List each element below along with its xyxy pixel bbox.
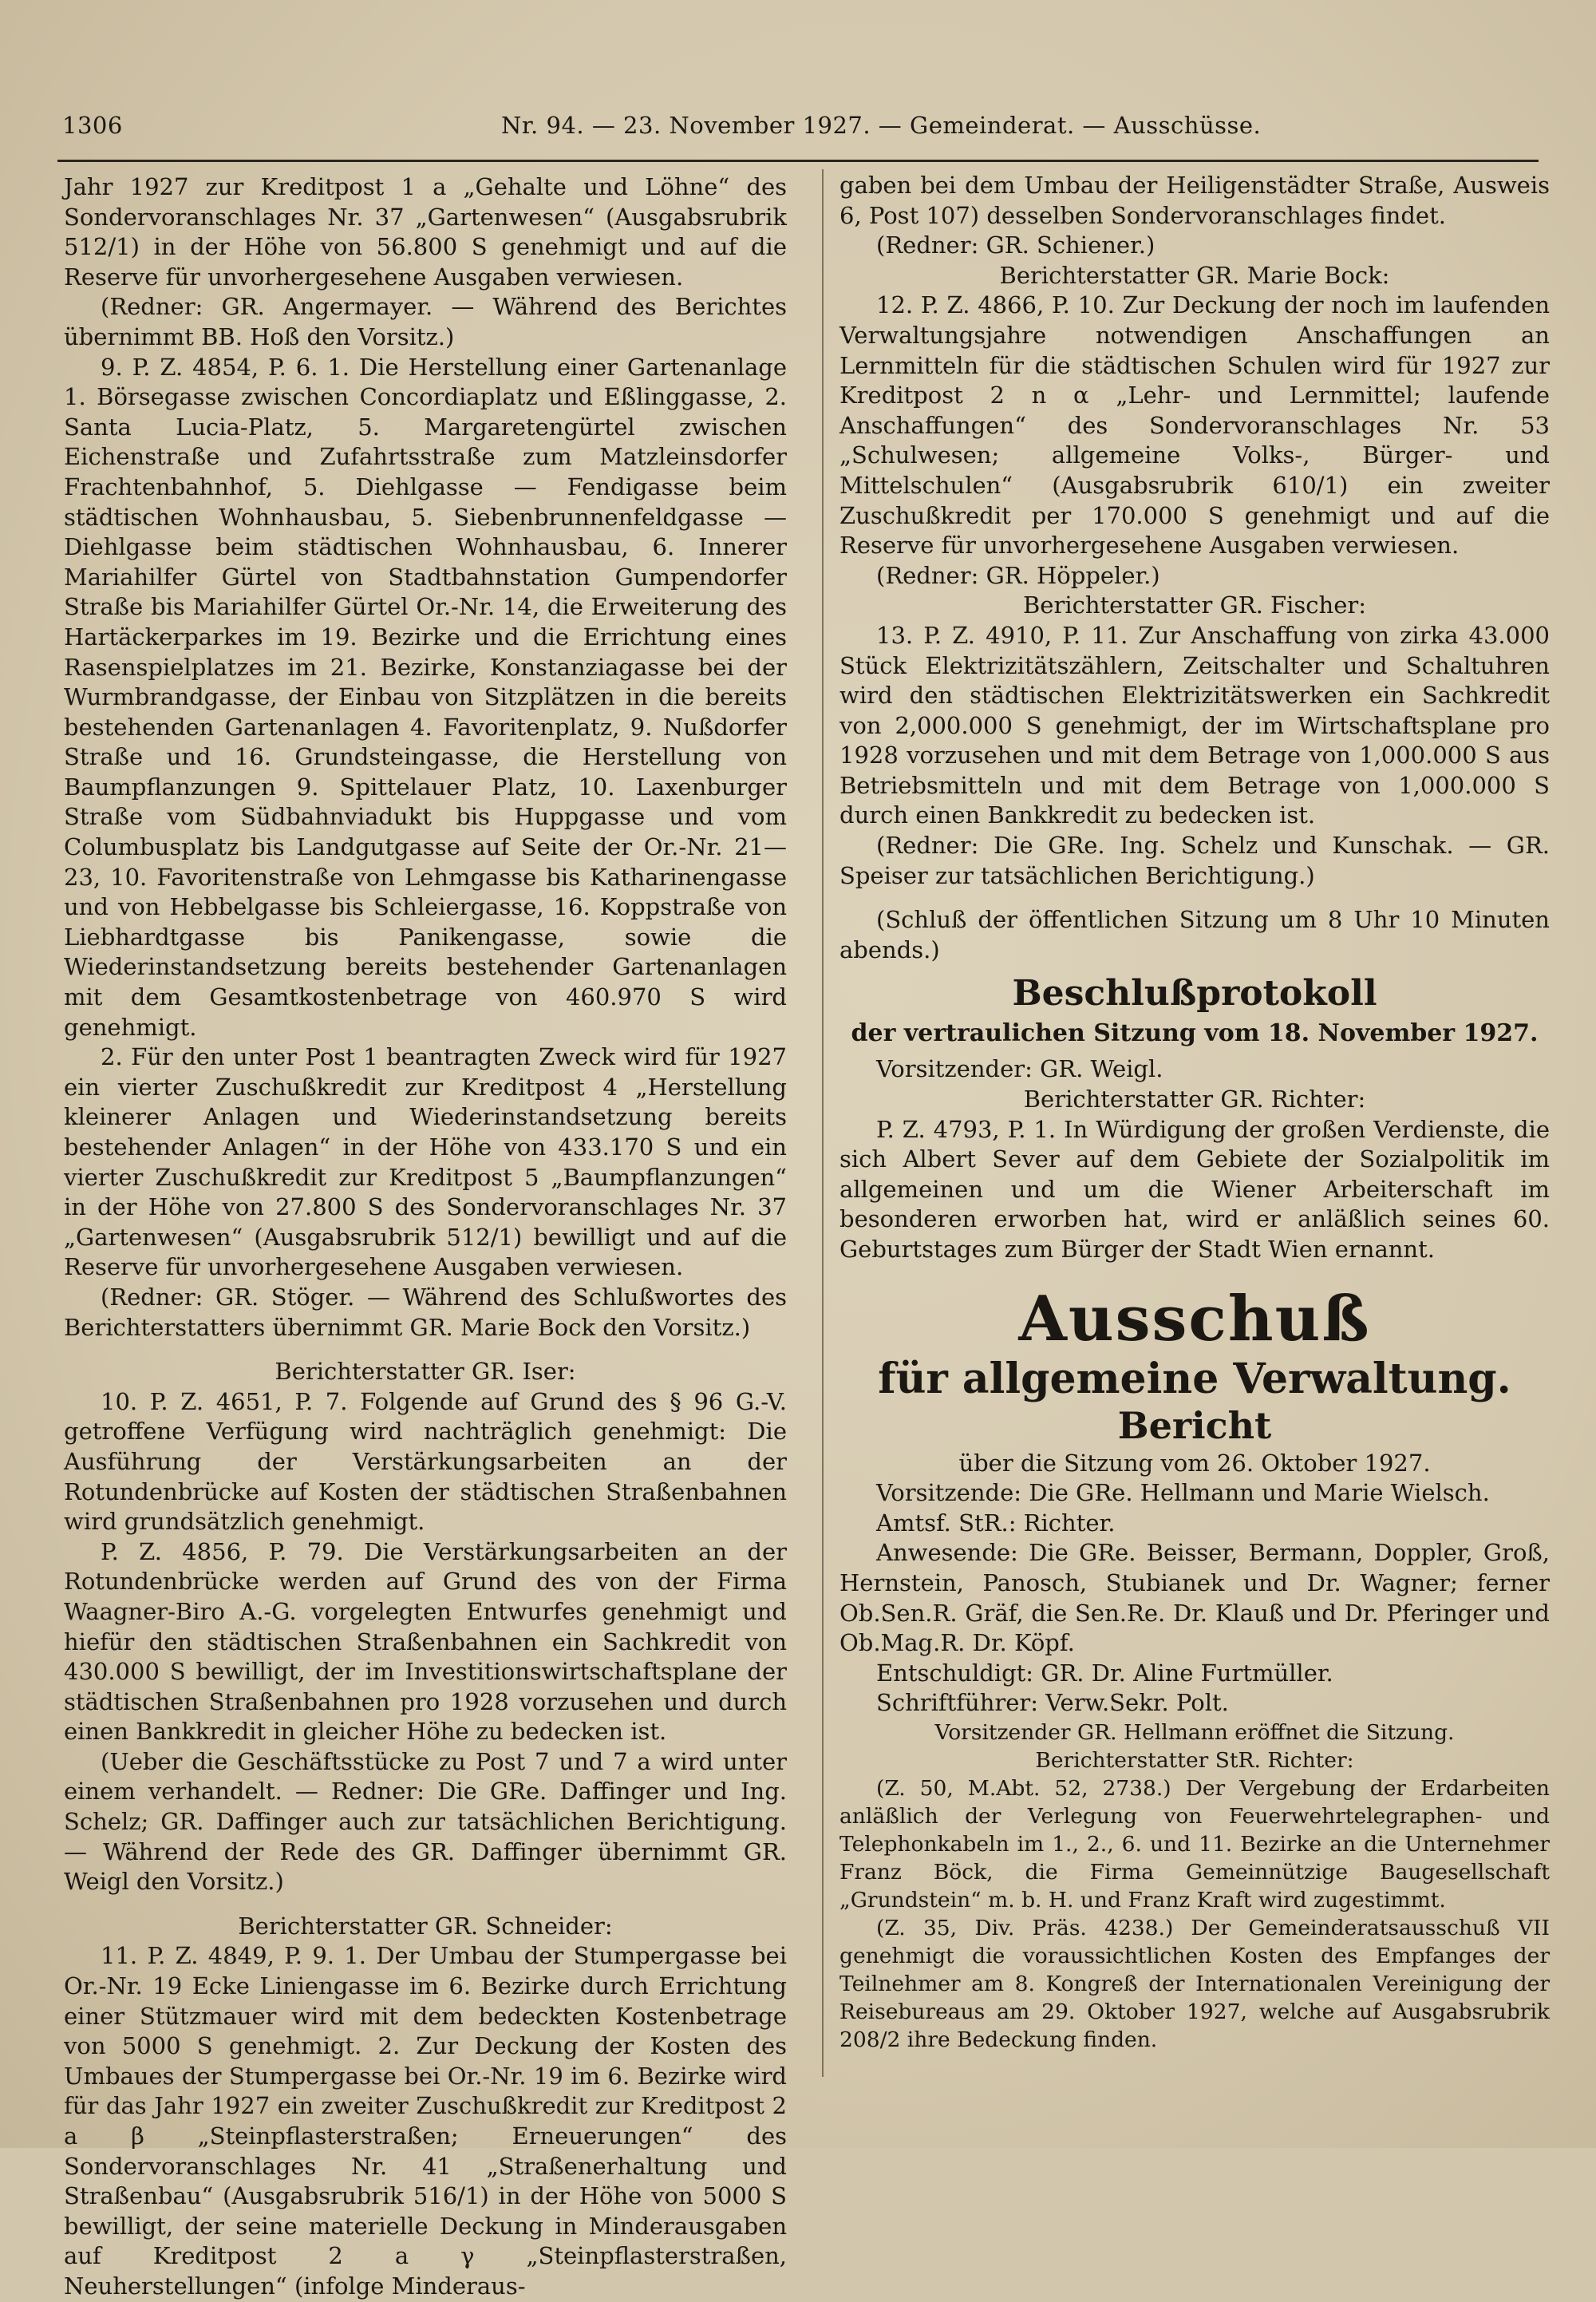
rapporteur-line: Berichterstatter GR. Iser: <box>275 1358 576 1386</box>
rapporteur-line: Berichterstatter GR. Schneider: <box>238 1912 613 1940</box>
report-heading: Bericht <box>1117 1403 1272 1447</box>
rapporteur-line: Berichterstatter GR. Fischer: <box>1022 591 1366 619</box>
header-rule <box>57 160 1539 162</box>
column-divider <box>822 169 824 2077</box>
speaker-note: (Redner: GR. Höppeler.) <box>876 561 1160 589</box>
chairman-line: Vorsitzender: GR. Weigl. <box>876 1055 1163 1083</box>
session-close-note: (Schluß der öffentlichen Sitzung um 8 Uhr 10 Minuten abends.) <box>839 906 1550 963</box>
speaker-note: (Redner: Die GRe. Ing. Schelz und Kunschak. — GR. Speiser zur tatsächlichen Berichtigung.) <box>839 832 1550 889</box>
spacer <box>64 1343 787 1357</box>
paragraph: gaben bei dem Umbau der Heiligenstädter Straße, Ausweis 6, Post 107) desselben Sondervoranschlages findet. <box>839 172 1550 229</box>
speaker-note: (Redner: GR. Stöger. — Während des Schlußwortes des Berichterstatters übernimmt GR. Marie Bock den Vorsitz.) <box>64 1283 787 1341</box>
session-date: über die Sitzung vom 26. Oktober 1927. <box>958 1449 1431 1477</box>
excused: Entschuldigt: GR. Dr. Aline Furtmüller. <box>876 1659 1333 1687</box>
running-title: Nr. 94. — 23. November 1927. — Gemeinderat. — Ausschüsse. <box>501 112 1262 139</box>
item-12: 12. P. Z. 4866, P. 10. Zur Deckung der noch im laufenden Verwaltungsjahre notwendigen Anschaffungen an Lernmitteln für die städtischen Schulen wird für 1927 zur Kreditpost 2 n α „Lehr- und Lernmittel; laufende Anschaffungen“ des Sondervoranschlages Nr. 53 „Schulwesen; allgemeine Volks-, Bürger- und Mittelschulen“ (Ausgabsrubrik 610/1) ein zweiter Zuschußkredit per 170.000 S genehmigt und auf die Reserve für unvorhergesehene Ausgaben verwiesen. <box>839 291 1550 560</box>
committee-heading: Ausschuß <box>1018 1282 1371 1355</box>
item-11: 11. P. Z. 4849, P. 9. 1. Der Umbau der Stumpergasse bei Or.-Nr. 19 Ecke Liniengasse im 6. Bezirke durch Errichtung einer Stützmauer wird mit dem bedeckten Kostenbetrage von 5000 S genehmigt. 2. Zur Deckung der Kosten des Umbaues der Stumpergasse bei Or.-Nr. 19 im 6. Bezirke wird für das Jahr 1927 ein zweiter Zuschußkredit zur Kreditpost 2 a β „Steinpflasterstraßen; Erneuerungen“ des Sondervoranschlages Nr. 41 „Straßenerhaltung und Straßenbau“ (Ausgabsrubrik 516/1) in der Höhe von 5000 S bewilligt, der seine materielle Deckung in Minderausgaben auf Kreditpost 2 a γ „Steinpflasterstraßen, Neuherstellungen“ (infolge Minderaus- <box>64 1942 787 2300</box>
paragraph: P. Z. 4793, P. 1. In Würdigung der großen Verdienste, die sich Albert Sever auf dem Gebiete der Sozialpolitik im allgemeinen und um die Wiener Arbeiterschaft im besonderen erworben hat, wird er anläßlich seines 60. Geburtstages zum Bürger der Stadt Wien ernannt. <box>839 1115 1550 1263</box>
attendees: Anwesende: Die GRe. Beisser, Bermann, Doppler, Groß, Hernstein, Panosch, Stubianek und Dr. Wagner; ferner Ob.Sen.R. Gräf, die Sen.Re. Dr. Klauß und Dr. Pferinger und Ob.Mag.R. Dr. Köpf. <box>839 1539 1550 1657</box>
section-subheading: der vertraulichen Sitzung vom 18. November 1927. <box>851 1019 1539 1048</box>
spacer <box>839 891 1550 905</box>
speaker-note: (Redner: GR. Angermayer. — Während des Berichtes übernimmt BB. Hoß den Vorsitz.) <box>64 293 787 350</box>
left-column <box>64 172 787 2302</box>
speaker-note: (Redner: GR. Schiener.) <box>876 231 1156 259</box>
spacer <box>64 1897 787 1912</box>
item-9: 9. P. Z. 4854, P. 6. 1. Die Herstellung einer Gartenanlage 1. Börsegasse zwischen Concordiaplatz und Eßlinggasse, 2. Santa Lucia-Platz, 5. Margaretengürtel zwischen Eichenstraße und Zufahrtsstraße zum Matzleinsdorfer Frachtenbahnhof, 5. Diehlgasse — Fendigasse beim städtischen Wohnhausbau, 5. Siebenbrunnenfeldgasse — Diehlgasse beim städtischen Wohnhausbau, 6. Innerer Mariahilfer Gürtel von Stadtbahnstation Gumpendorfer Straße bis Mariahilfer Gürtel Or.-Nr. 14, die Erweiterung des Hartäckerparkes im 19. Bezirke und die Errichtung eines Rasenspielplatzes im 21. Bezirke, Konstanziagasse bei der Wurmbrandgasse, der Einbau von Sitzplätzen in die bereits bestehenden Gartenanlagen 4. Favoritenplatz, 9. Nußdorfer Straße und 16. Grundsteingasse, die Herstellung von Baumpflanzungen 9. Spittelauer Platz, 10. Laxenburger Straße vom Südbahnviadukt bis Huppgasse und vom Columbusplatz bis Landgutgasse auf Seite der Or.-Nr. 21—23, 10. Favoritenstraße von Lehmgasse bis Katharinengasse und von Hebbelgasse bis Schleiergasse, 16. Koppstraße von Liebhardtgasse bis Panikengasse, sowie die Wiederinstandsetzung bereits bestehender Gartenanlagen mit dem Gesamtkostenbetrage von 460.970 S wird genehmigt. <box>64 353 787 1041</box>
paragraph: 2. Für den unter Post 1 beantragten Zweck wird für 1927 ein vierter Zuschußkredit zur Kreditpost 4 „Herstellung kleinerer Anlagen und Wiederinstandsetzung bereits bestehender Anlagen“ in der Höhe von 433.170 S und ein vierter Zuschußkredit zur Kreditpost 5 „Baumpflanzungen“ in der Höhe von 27.800 S des Sondervoranschlages Nr. 37 „Gartenwesen“ (Ausgabsrubrik 512/1) bewilligt und auf die Reserve für unvorhergesehene Ausgaben verwiesen. <box>64 1043 787 1281</box>
rapporteur-line: Berichterstatter GR. Marie Bock: <box>999 261 1390 289</box>
page-number: 1306 <box>62 112 123 139</box>
item-10: 10. P. Z. 4651, P. 7. Folgende auf Grund des § 96 G.-V. getroffene Verfügung wird nachträglich genehmigt: Die Ausführung der Verstärkungsarbeiten an der Rotundenbrücke auf Kosten der städtischen Straßenbahnen wird grundsätzlich genehmigt. <box>64 1387 787 1536</box>
chair-line: Vorsitzende: Die GRe. Hellmann und Marie Wielsch. <box>876 1479 1490 1507</box>
official-line: Amtsf. StR.: Richter. <box>876 1509 1116 1537</box>
paragraph: (Z. 50, M.Abt. 52, 2738.) Der Vergebung der Erdarbeiten anläßlich der Verlegung von Feuerwehrtelegraphen- und Telephonkabeln im 1., 2., 6. und 11. Bezirke an die Unternehmer Franz Böck, die Firma Gemeinnützige Baugesellschaft „Grundstein“ m. b. H. und Franz Kraft wird zugestimmt. <box>839 1775 1550 1912</box>
opening-line: Vorsitzender GR. Hellmann eröffnet die Sitzung. <box>934 1719 1455 1745</box>
rapporteur-line: Berichterstatter GR. Richter: <box>1023 1086 1366 1113</box>
right-column <box>839 171 1550 2054</box>
section-heading: Beschlußprotokoll <box>1012 973 1377 1015</box>
paragraph: P. Z. 4856, P. 79. Die Verstärkungsarbeiten an der Rotundenbrücke werden auf Grund des von der Firma Waagner-Biro A.-G. vorgelegten Entwurfes genehmigt und hiefür den städtischen Straßenbahnen ein Sachkredit von 430.000 S bewilligt, der im Investitionswirtschaftsplane der städtischen Straßenbahnen pro 1928 vorzusehen und durch einen Bankkredit in gleicher Höhe zu bedecken ist. <box>64 1537 787 1746</box>
secretary: Schriftführer: Verw.Sekr. Polt. <box>876 1689 1229 1717</box>
page-header <box>40 112 1548 152</box>
speaker-note: (Ueber die Geschäftsstücke zu Post 7 und 7 a wird unter einem verhandelt. — Redner: Die GRe. Daffinger und Ing. Schelz; GR. Daffinger auch zur tatsächlichen Berichtigung. — Während der Rede des GR. Daffinger übernimmt GR. Weigl den Vorsitz.) <box>64 1747 787 1896</box>
item-13: 13. P. Z. 4910, P. 11. Zur Anschaffung von zirka 43.000 Stück Elektrizitätszählern, Zeitschalter und Schaltuhren wird den städtischen Elektrizitätswerken ein Sachkredit von 2,000.000 S genehmigt, der im Wirtschaftsplane pro 1928 vorzusehen und mit dem Betrage von 1,000.000 S aus Betriebsmitteln und mit dem Betrage von 1,000.000 S durch einen Bankkredit zu bedecken ist. <box>839 621 1550 829</box>
rapporteur-line: Berichterstatter StR. Richter: <box>1035 1747 1354 1773</box>
paragraph: (Z. 35, Div. Präs. 4238.) Der Gemeinderatsausschuß VII genehmigt die voraussichtlichen Kosten des Empfanges der Teilnehmer am 8. Kongreß der Internationalen Vereinigung der Reisebureaus am 29. Oktober 1927, welche auf Ausgabsrubrik 208/2 ihre Bedeckung finden. <box>839 1915 1550 2052</box>
paragraph: Jahr 1927 zur Kreditpost 1 a „Gehalte und Löhne“ des Sondervoranschlages Nr. 37 „Gartenwesen“ (Ausgabsrubrik 512/1) in der Höhe von 56.800 S genehmigt und auf die Reserve für unvorhergesehene Ausgaben verwiesen. <box>64 173 787 291</box>
committee-subheading: für allgemeine Verwaltung. <box>878 1354 1511 1403</box>
